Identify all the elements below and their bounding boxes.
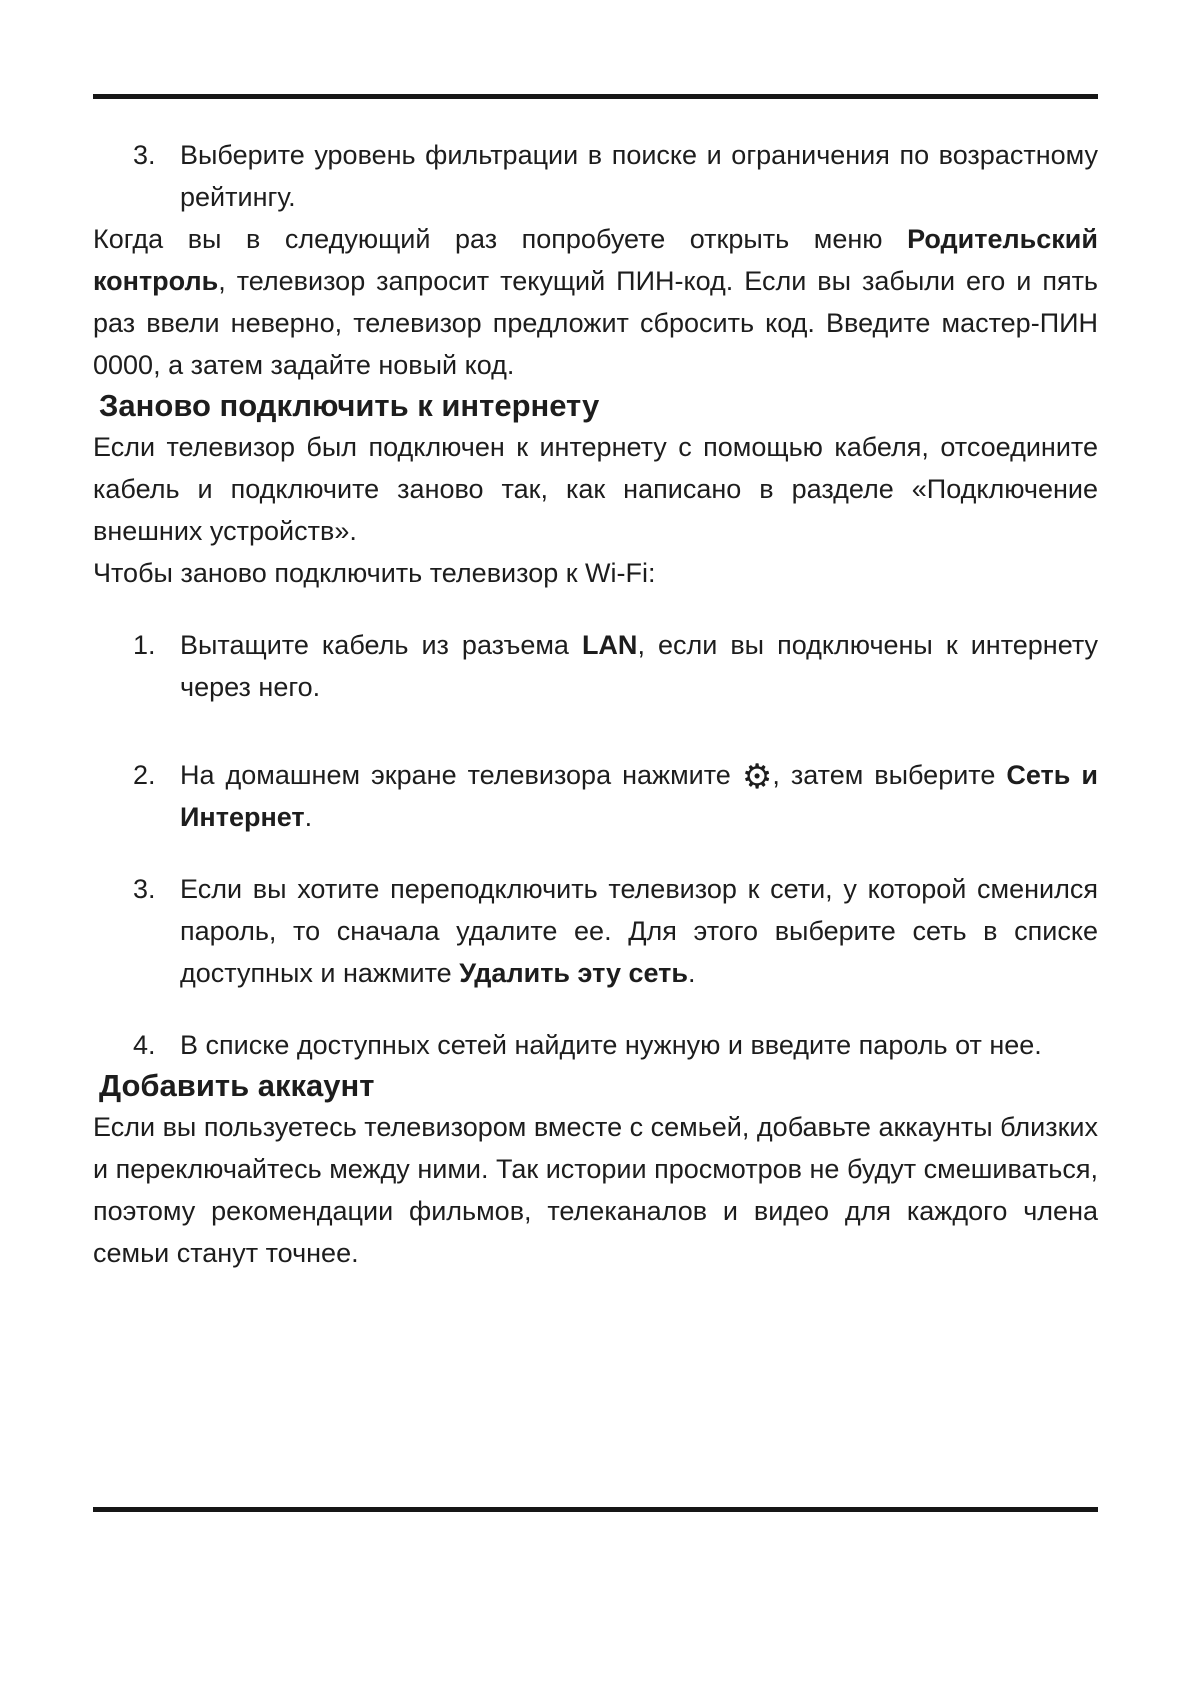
- list-item-text: Выберите уровень фильтрации в поиске и ограничения по возрастному рейтингу.: [180, 140, 1098, 212]
- step-text-segment: На домашнем экране телевизора нажмите: [180, 760, 742, 790]
- list-number: 1.: [133, 630, 156, 660]
- step-text: [180, 624, 1098, 708]
- list-number: 3.: [133, 140, 156, 170]
- bottom-rule: [93, 1507, 1098, 1512]
- page-content: [93, 134, 1098, 1274]
- top-rule: [93, 94, 1098, 99]
- step-text-segment: Если вы хотите переподключить телевизор к сети, у которой сменился пароль, то сначала удалите ее. Для этого выберите сеть в списке доступных и нажмите: [180, 874, 1098, 988]
- lan-bold: LAN: [581, 630, 638, 660]
- account-paragraph: Если вы пользуетесь телевизором вместе с семьей, добавьте аккаунты близких и переключайтесь между ними. Так истории просмотров не будут смешиваться, поэтому рекомендации фильмов, телеканалов и видео для каждого члена семьи станут точнее.: [93, 1112, 1098, 1268]
- list-number: 3.: [133, 874, 156, 904]
- step-text: [180, 754, 1098, 838]
- step-3: [93, 868, 1098, 994]
- reconnect-paragraph-cable: Если телевизор был подключен к интернету с помощью кабеля, отсоедините кабель и подключите заново так, как написано в разделе «Подключение внешних устройств».: [93, 432, 1098, 546]
- gear-icon: ⚙: [741, 757, 773, 797]
- pin-paragraph-text: , телевизор запросит текущий ПИН-код. Если вы забыли его и пять раз ввели неверно, телевизор предложит сбросить код. Введите мастер-ПИН 0000, а затем задайте новый код.: [93, 266, 1098, 380]
- section-heading-account: Добавить аккаунт: [99, 1068, 375, 1103]
- step-2: [93, 754, 1098, 838]
- list-item-3: [93, 134, 1098, 218]
- step-text-segment: , если вы подключены к интернету через него.: [180, 630, 1098, 702]
- pin-paragraph-text: Когда вы в следующий раз попробуете открыть меню: [93, 224, 908, 254]
- list-number: 2.: [133, 760, 156, 790]
- forget-network-bold: Удалить эту сеть: [459, 958, 688, 988]
- step-1: [93, 624, 1098, 708]
- list-number: 4.: [133, 1030, 156, 1060]
- section-heading-reconnect: Заново подключить к интернету: [99, 388, 600, 423]
- step-text: [180, 868, 1098, 994]
- step-text-segment: , затем выберите: [772, 760, 1007, 790]
- step-text: В списке доступных сетей найдите нужную и введите пароль от нее.: [180, 1030, 1042, 1060]
- reconnect-paragraph-wifi-intro: Чтобы заново подключить телевизор к Wi-Fi:: [93, 558, 656, 588]
- step-text-segment: .: [687, 958, 696, 988]
- pin-paragraph: [93, 218, 1098, 386]
- step-text-segment: Вытащите кабель из разъема: [180, 630, 582, 660]
- network-internet-bold: Сеть и Интернет: [180, 760, 1098, 832]
- step-text-segment: .: [304, 802, 313, 832]
- parental-control-bold: Родительский контроль: [93, 224, 1098, 296]
- step-4: [93, 1024, 1098, 1066]
